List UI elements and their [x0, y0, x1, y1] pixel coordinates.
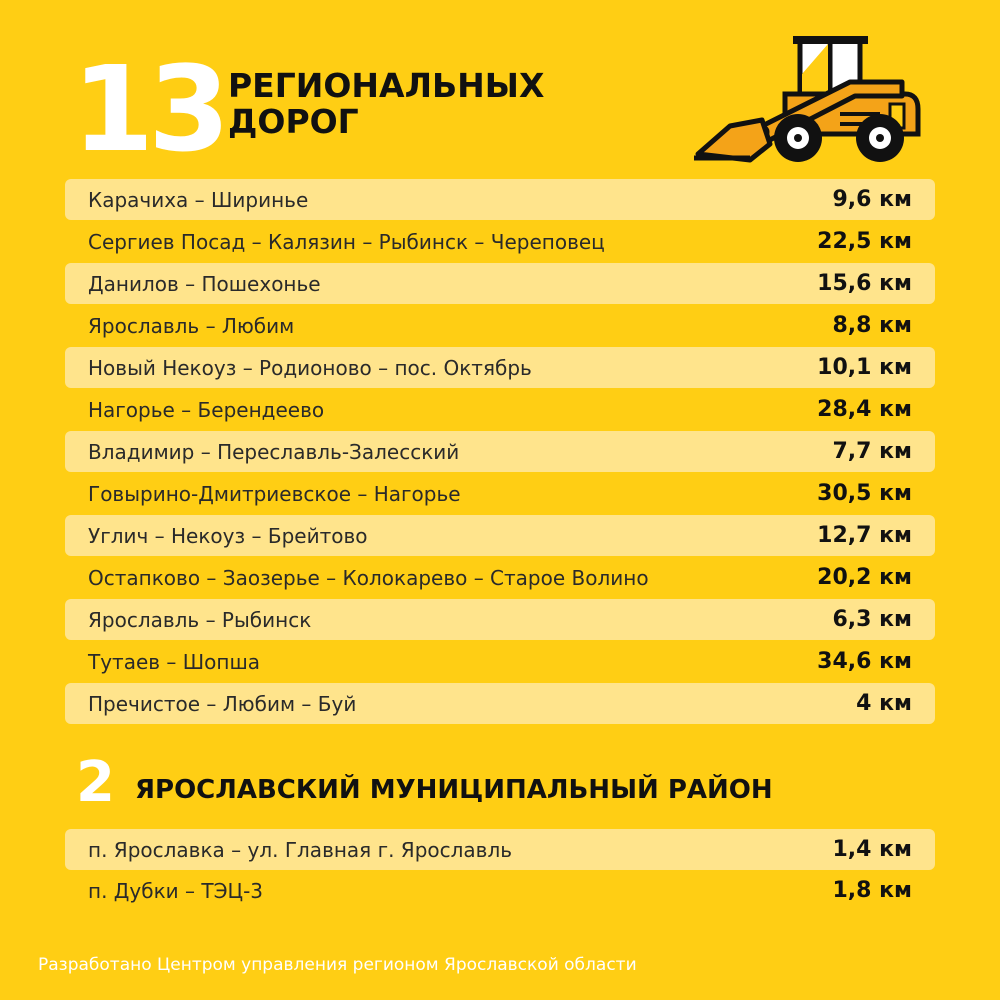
page-title-line2: ДОРОГ [228, 102, 359, 141]
road-row [65, 557, 935, 598]
front-loader-icon [690, 34, 930, 170]
page-title [228, 68, 544, 140]
road-length: 28,4 км [817, 397, 912, 422]
road-length: 1,4 км [832, 837, 912, 862]
road-name: Остапково – Заозерье – Колокарево – Старое Волино [88, 565, 649, 590]
road-length: 7,7 км [832, 439, 912, 464]
road-row [65, 431, 935, 472]
road-name: Пречистое – Любим – Буй [88, 691, 357, 716]
road-length: 12,7 км [817, 523, 912, 548]
road-length: 30,5 км [817, 481, 912, 506]
road-row [65, 347, 935, 388]
road-length: 4 км [856, 691, 912, 716]
road-row [65, 829, 935, 870]
road-row [65, 870, 935, 911]
road-name: п. Ярославка – ул. Главная г. Ярославль [88, 837, 513, 862]
road-length: 1,8 км [832, 878, 912, 903]
road-length: 20,2 км [817, 565, 912, 590]
road-length: 9,6 км [832, 187, 912, 212]
road-row [65, 263, 935, 304]
road-row [65, 179, 935, 220]
road-name: Владимир – Переславль-Залесский [88, 439, 460, 464]
road-name: Данилов – Пошехонье [88, 271, 321, 296]
road-length: 6,3 км [832, 607, 912, 632]
road-length: 15,6 км [817, 271, 912, 296]
road-row [65, 305, 935, 346]
regional-roads-count: 13 [72, 40, 225, 178]
road-name: Новый Некоуз – Родионово – пос. Октябрь [88, 355, 532, 380]
road-name: Сергиев Посад – Калязин – Рыбинск – Череповец [88, 229, 605, 254]
page-title-line1: РЕГИОНАЛЬНЫХ [228, 66, 545, 105]
road-row [65, 515, 935, 556]
road-name: Тутаев – Шопша [88, 649, 261, 674]
section-title: ЯРОСЛАВСКИЙ МУНИЦИПАЛЬНЫЙ РАЙОН [135, 775, 773, 805]
road-length: 8,8 км [832, 313, 912, 338]
road-row [65, 641, 935, 682]
road-name: Ярославль – Любим [88, 313, 295, 338]
footer-credit: Разработано Центром управления регионом Ярославской области [38, 955, 637, 975]
road-name: Углич – Некоуз – Брейтово [88, 523, 368, 548]
regional-roads-list [65, 179, 935, 725]
road-row [65, 389, 935, 430]
road-name: Ярославль – Рыбинск [88, 607, 312, 632]
road-row [65, 221, 935, 262]
road-length: 22,5 км [817, 229, 912, 254]
road-length: 34,6 км [817, 649, 912, 674]
road-row [65, 683, 935, 724]
road-row [65, 473, 935, 514]
road-name: Карачиха – Ширинье [88, 187, 309, 212]
road-name: Нагорье – Берендеево [88, 397, 325, 422]
road-length: 10,1 км [817, 355, 912, 380]
road-row [65, 599, 935, 640]
road-name: п. Дубки – ТЭЦ-3 [88, 878, 264, 903]
municipal-roads-list [65, 829, 935, 911]
municipal-roads-count: 2 [76, 750, 115, 815]
road-name: Говырино-Дмитриевское – Нагорье [88, 481, 461, 506]
